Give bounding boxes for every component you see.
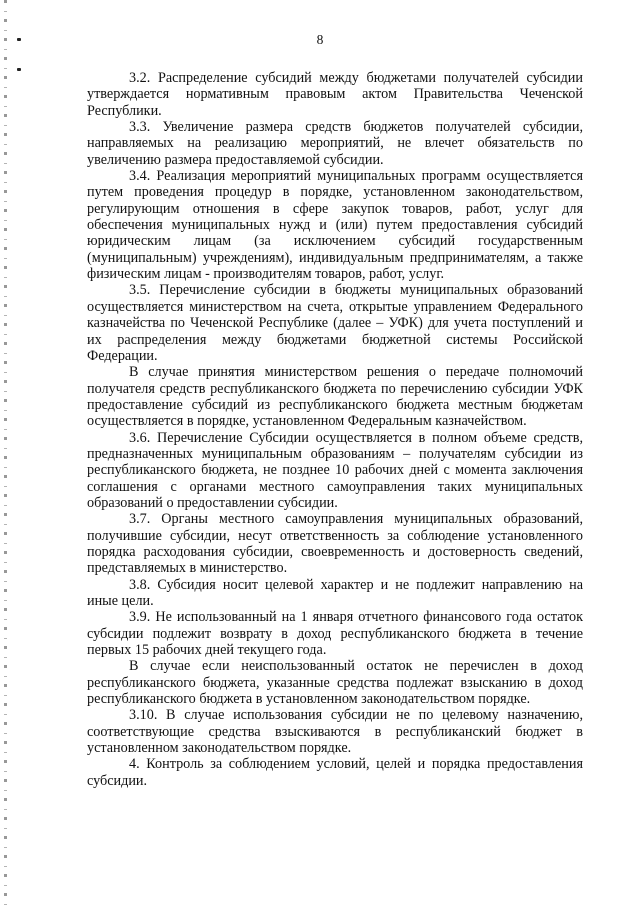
paragraph-3-2: 3.2. Распределение субсидий между бюджетами получателей субсидии утверждается нормативным правовым актом Правительства Чеченской Республики. bbox=[87, 70, 583, 119]
paragraph-3-4: 3.4. Реализация мероприятий муниципальных программ осуществляется путем проведения процедур в порядке, установленном законодательством, регулирующим отношения в сфере закупок товаров, работ, услуг для обеспечения муниципальных нужд и (или) путем предоставления субсидий юридическим лицам (за исключением субсидий государственным (муниципальным) учреждениям), индивидуальным предпринимателям, а также физическим лицам - производителям товаров, работ, услуг. bbox=[87, 168, 583, 283]
paragraph-3-9-continued: В случае если неиспользованный остаток не перечислен в доход республиканского бюджета, указанные средства подлежат взысканию в доход республиканского бюджета в установленном законодательством порядке. bbox=[87, 658, 583, 708]
paragraph-4: 4. Контроль за соблюдением условий, целей и порядка предоставления субсидии. bbox=[87, 756, 583, 789]
paragraph-3-7: 3.7. Органы местного самоуправления муниципальных образований, получившие субсидии, несут ответственность за соблюдение установленного порядка расходования субсидии, своевременность и достоверность сведений, представляемых в министерство. bbox=[87, 511, 583, 577]
paragraph-3-5-continued: В случае принятия министерством решения о передаче полномочий получателя средств республиканского бюджета по перечислению субсидии УФК предоставление субсидий из республиканского бюджета местным бюджетам осуществляется в порядке, установленном Федеральным казначейством. bbox=[87, 364, 583, 430]
scan-speck bbox=[17, 68, 21, 71]
scan-edge-marks bbox=[4, 0, 7, 905]
document-body bbox=[87, 70, 583, 789]
paragraph-3-3: 3.3. Увеличение размера средств бюджетов получателей субсидии, направляемых на реализацию мероприятий, не влечет обязательств по увеличению размера предоставляемой субсидии. bbox=[87, 119, 583, 168]
page-number: 8 bbox=[316, 32, 324, 47]
paragraph-3-8: 3.8. Субсидия носит целевой характер и не подлежит направлению на иные цели. bbox=[87, 576, 583, 609]
paragraph-3-9: 3.9. Не использованный на 1 января отчетного финансового года остаток субсидии подлежит возврату в доход республиканского бюджета в течение первых 15 рабочих дней текущего года. bbox=[87, 609, 583, 659]
paragraph-3-6: 3.6. Перечисление Субсидии осуществляется в полном объеме средств, предназначенных муниципальным образованиям – получателям субсидии из республиканского бюджета, не позднее 10 рабочих дней с момента заключения соглашения с органами местного самоуправления таких муниципальных образований о предоставлении субсидии. bbox=[87, 429, 583, 511]
paragraph-3-10: 3.10. В случае использования субсидии не по целевому назначению, соответствующие средства взыскиваются в республиканский бюджет в установленном законодательством порядке. bbox=[87, 707, 583, 757]
paragraph-3-5: 3.5. Перечисление субсидии в бюджеты муниципальных образований осуществляется министерством на счета, открытые управлением Федерального казначейства по Чеченской Республике (далее – УФК) для учета поступлений и их распределения между бюджетами бюджетной системы Российской Федерации. bbox=[87, 282, 583, 364]
